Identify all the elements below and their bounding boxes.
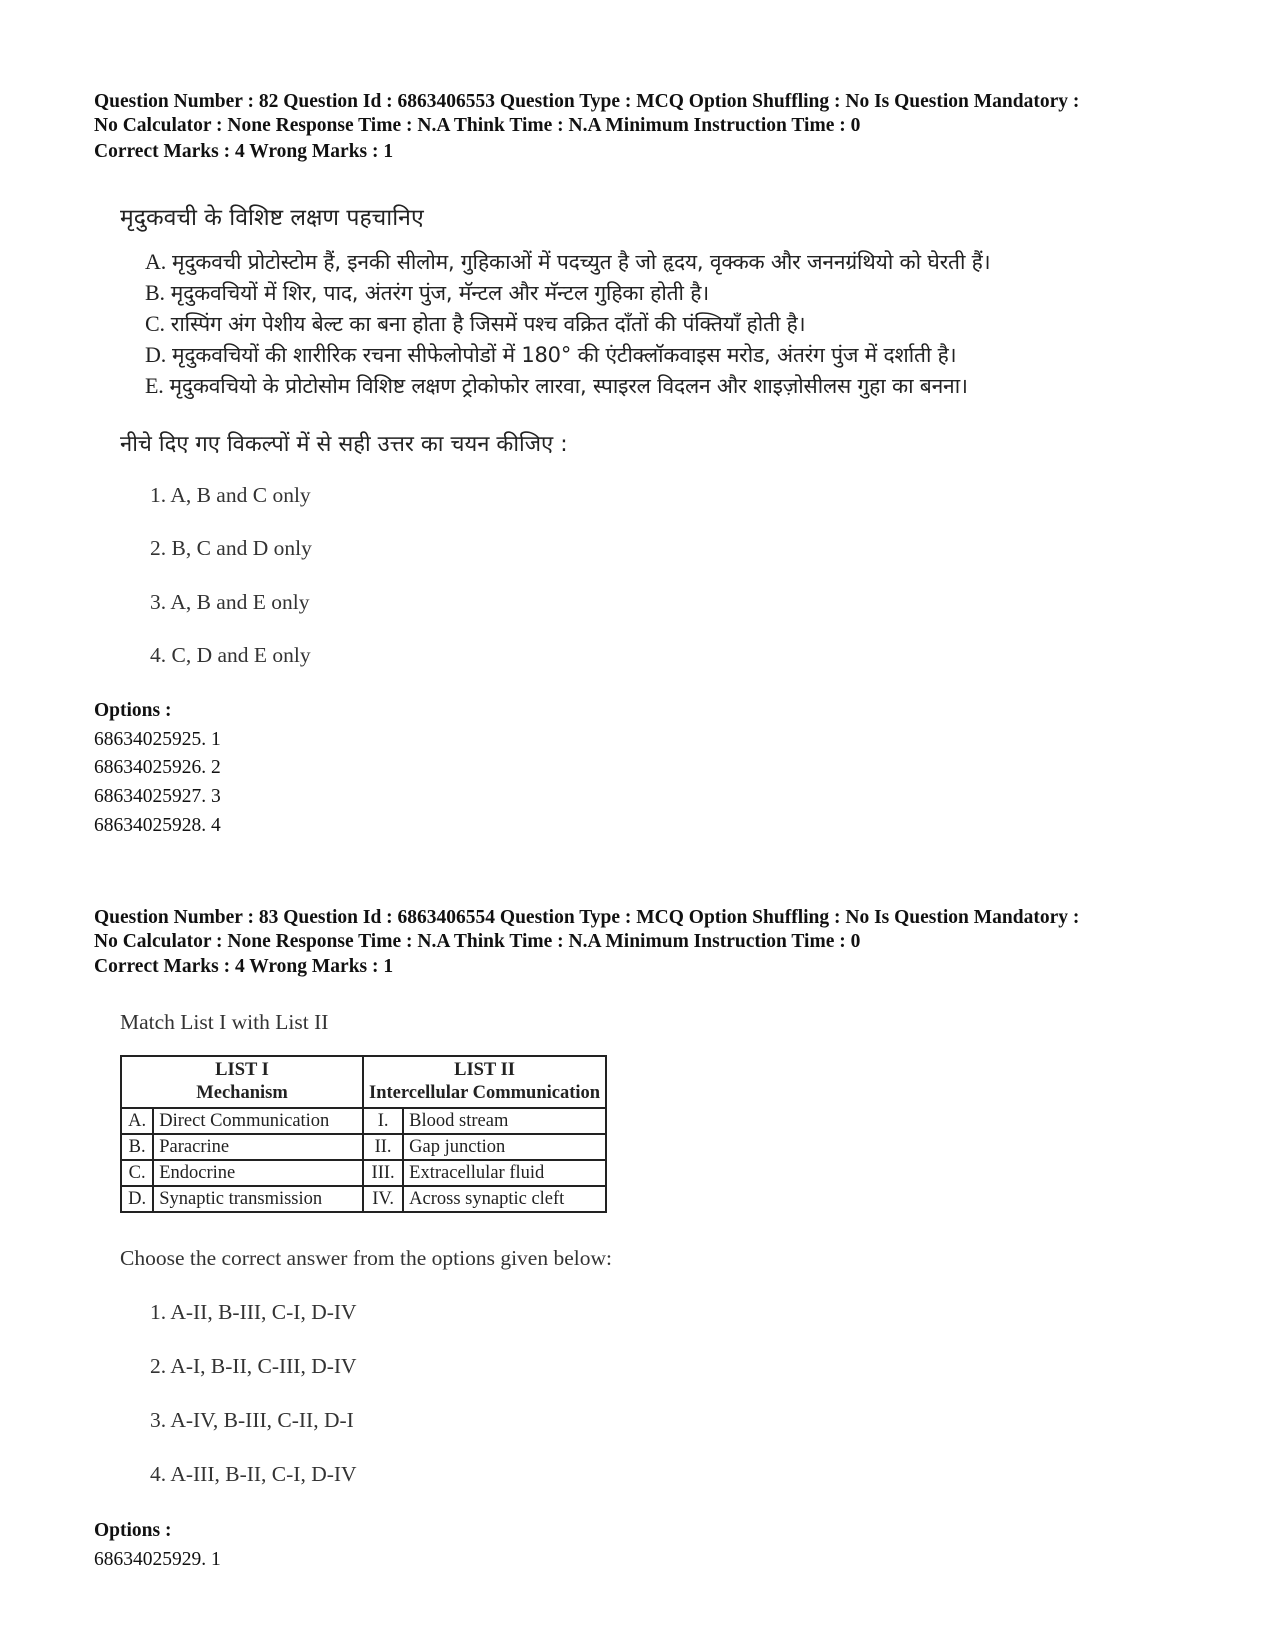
answer-choice-1: 1. A-II, B-III, C-I, D-IV (150, 1300, 357, 1324)
marks-line: Correct Marks : 4 Wrong Marks : 1 (94, 956, 394, 977)
list-ii-title: LIST II (454, 1060, 515, 1080)
statement-d (145, 341, 956, 369)
answer-choice-3: 3. A, B and E only (150, 590, 310, 614)
statement-a (145, 248, 990, 276)
row-label: B. (121, 1134, 153, 1160)
option-id-4: 68634025928. 4 (94, 815, 221, 836)
row-numeral: II. (363, 1134, 403, 1160)
answer-choice-4: 4. A-III, B-II, C-I, D-IV (150, 1462, 357, 1486)
table-row (121, 1186, 606, 1212)
row-numeral: III. (363, 1160, 403, 1186)
answer-choice-1: 1. A, B and C only (150, 483, 311, 507)
options-heading: Options : (94, 700, 172, 721)
statement-text: मृदुकवचियों में शिर, पाद, अंतरंग पुंज, मॅन्टल और मॅन्टल गुहिका होती है। (170, 281, 709, 305)
statement-label: D. (145, 342, 166, 367)
list-i-subtitle: Mechanism (196, 1083, 288, 1103)
statement-c (145, 310, 805, 338)
row-numeral: IV. (363, 1186, 403, 1212)
list-ii-subtitle: Intercellular Communication (369, 1083, 601, 1103)
meta-line-2: No Calculator : None Response Time : N.A Think Time : N.A Minimum Instruction Time : 0 (94, 930, 861, 952)
list-i-item: Paracrine (153, 1134, 363, 1160)
row-label: C. (121, 1160, 153, 1186)
row-label: D. (121, 1186, 153, 1212)
statement-text: रास्पिंग अंग पेशीय बेल्ट का बना होता है जिसमें पश्च वक्रित दाँतों की पंक्तियाँ होती है। (170, 312, 806, 336)
statement-label: C. (145, 311, 165, 336)
option-id-2: 68634025926. 2 (94, 757, 221, 778)
statement-b (145, 279, 709, 307)
question-meta (94, 906, 1214, 953)
table-header-row (121, 1056, 606, 1108)
question-stem: Match List I with List II (120, 1010, 329, 1034)
list-ii-item: Across synaptic cleft (403, 1186, 606, 1212)
list-i-item: Direct Communication (153, 1108, 363, 1134)
option-id-3: 68634025927. 3 (94, 786, 221, 807)
list-ii-item: Extracellular fluid (403, 1160, 606, 1186)
list-ii-header (363, 1056, 606, 1108)
statement-label: E. (145, 373, 164, 398)
row-label: A. (121, 1108, 153, 1134)
answer-choice-3: 3. A-IV, B-III, C-II, D-I (150, 1408, 354, 1432)
list-i-title: LIST I (215, 1060, 269, 1080)
options-heading: Options : (94, 1520, 172, 1541)
question-stem: मृदुकवची के विशिष्ट लक्षण पहचानिए (120, 205, 424, 231)
table-row (121, 1134, 606, 1160)
statement-e (145, 372, 968, 400)
meta-line-2: No Calculator : None Response Time : N.A Think Time : N.A Minimum Instruction Time : 0 (94, 114, 861, 136)
statement-label: B. (145, 280, 165, 305)
table-row (121, 1108, 606, 1134)
list-ii-item: Gap junction (403, 1134, 606, 1160)
marks-line: Correct Marks : 4 Wrong Marks : 1 (94, 141, 394, 162)
option-id-1: 68634025925. 1 (94, 729, 221, 750)
answer-choice-2: 2. A-I, B-II, C-III, D-IV (150, 1354, 357, 1378)
statement-text: मृदुकवचियो के प्रोटोसोम विशिष्ट लक्षण ट्रोकोफोर लारवा, स्पाइरल विदलन और शाइज़ोसीलस गुहा का बनना। (169, 374, 968, 398)
option-id-1: 68634025929. 1 (94, 1549, 221, 1570)
statement-text: मृदुकवचियों की शारीरिक रचना सीफेलोपोडों में 180° की एंटीक्लॉकवाइस मरोड, अंतरंग पुंज में दर्शाती है। (172, 343, 957, 367)
row-numeral: I. (363, 1108, 403, 1134)
statement-text: मृदुकवची प्रोटोस्टोम हैं, इनकी सीलोम, गुहिकाओं में पदच्युत है जो हृदय, वृक्कक और जननग्रंथियो को घेरती हैं। (172, 250, 991, 274)
list-ii-item: Blood stream (403, 1108, 606, 1134)
list-i-item: Synaptic transmission (153, 1186, 363, 1212)
answer-choice-2: 2. B, C and D only (150, 536, 312, 560)
instruction-text: Choose the correct answer from the options given below: (120, 1246, 612, 1270)
match-table (120, 1055, 607, 1213)
question-meta (94, 90, 1214, 137)
statement-label: A. (145, 249, 166, 274)
table-row (121, 1160, 606, 1186)
meta-line-1: Question Number : 82 Question Id : 6863406553 Question Type : MCQ Option Shuffling : No Is Question Mandatory : (94, 91, 1080, 112)
answer-choice-4: 4. C, D and E only (150, 643, 311, 667)
list-i-item: Endocrine (153, 1160, 363, 1186)
list-i-header (121, 1056, 363, 1108)
instruction-text: नीचे दिए गए विकल्पों में से सही उत्तर का चयन कीजिए : (120, 432, 568, 457)
meta-line-1: Question Number : 83 Question Id : 6863406554 Question Type : MCQ Option Shuffling : No Is Question Mandatory : (94, 907, 1080, 928)
